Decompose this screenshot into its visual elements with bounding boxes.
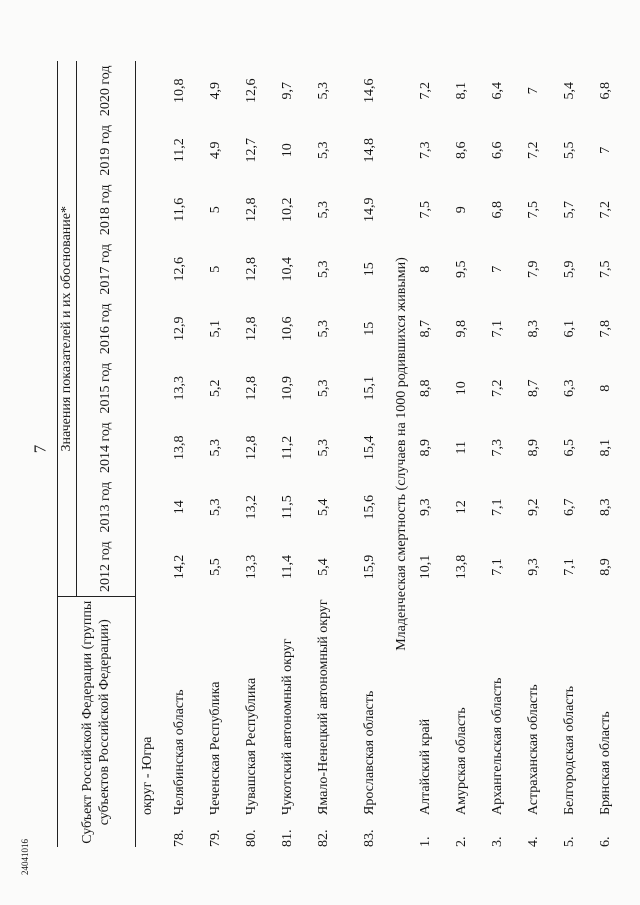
section-title: Младенческая смертность (случаев на 1000 родившихся живыми) [394,257,409,651]
value-cell: 11 [454,440,469,455]
value-cell: 9,8 [454,320,469,338]
value-cell: 15,1 [362,375,377,401]
value-cell: 10 [280,143,295,158]
value-cell: 13,8 [172,435,187,460]
value-cell: 8,7 [526,379,541,397]
value-cell: 9,3 [418,498,433,516]
value-cell: 11,4 [280,554,295,579]
value-cell: 7,8 [598,320,613,338]
value-cell: 9 [454,206,469,214]
value-cell: 10,6 [280,316,295,341]
year-header: 2018 год [77,180,136,239]
year-header: 2012 год [77,537,136,597]
value-cell: 5 [208,265,223,273]
table-row [448,61,484,847]
value-cell: 5,9 [562,260,577,279]
value-cell: 5,4 [562,82,577,100]
value-cell: 15,6 [362,494,377,520]
value-cell: 13,2 [244,494,259,520]
table-row [238,61,274,847]
subject-name: Чеченская Республика [208,681,223,815]
value-cell: 5,3 [316,82,331,100]
year-header: 2017 год [77,240,136,299]
value-cell: 5,4 [316,498,331,516]
value-cell: 5 [208,206,223,214]
value-cell: 11,5 [280,495,295,520]
row-number: 4. [526,836,541,847]
row-number: 82. [316,829,331,847]
value-cell: 7,2 [526,141,541,160]
value-cell: 9,7 [280,82,295,100]
value-cell: 5,3 [208,438,223,457]
value-cell: 12 [454,500,469,515]
value-cell: 9,5 [454,260,469,279]
subject-column-header: Субъект Российской Федерации (группы субъектов Российской Федерации) [58,597,136,847]
value-cell: 14,8 [362,138,377,163]
value-cell: 4,9 [208,82,223,100]
value-cell: 15,4 [362,435,377,460]
value-cell: 5,4 [316,558,331,576]
value-cell: 6,1 [562,320,577,338]
table-row [592,61,628,847]
value-cell: 8,3 [526,320,541,338]
value-cell: 7,1 [490,558,505,576]
value-cell: 6,8 [598,82,613,100]
value-cell: 10,4 [280,257,295,282]
subject-name: Чувашская Республика [244,677,259,815]
value-cell: 11,6 [172,197,187,222]
table-row [412,61,448,847]
subject-name: Архангельская область [490,677,505,815]
value-cell: 7 [490,265,505,273]
value-cell: 15 [362,321,377,336]
value-cell: 7,1 [490,498,505,516]
value-cell: 7,5 [418,201,433,219]
value-cell: 6,4 [490,82,505,100]
value-cell: 12,9 [172,316,187,341]
year-header: 2014 год [77,418,136,477]
value-cell: 13,3 [244,554,259,580]
value-cell: 7,1 [562,558,577,576]
page-number: 7 [30,444,50,454]
value-cell: 8,9 [598,558,613,576]
value-cell: 12,8 [244,316,259,341]
value-cell: 12,6 [172,257,187,282]
value-cell: 7,1 [490,320,505,338]
table-row [484,61,520,847]
value-cell: 8,9 [418,438,433,457]
value-cell: 7,2 [490,379,505,397]
value-cell: 10,9 [280,375,295,401]
row-number: 79. [208,829,223,847]
value-cell: 14,2 [172,554,187,580]
value-cell: 7,2 [418,82,433,100]
value-cell: 12,8 [244,257,259,282]
value-cell: 5,5 [208,558,223,576]
row-number: 80. [244,829,259,847]
value-cell: 14 [172,500,187,515]
value-cell: 4,9 [208,141,223,160]
values-header: Значения показателей и их обоснование* [58,61,77,597]
value-cell: 7,9 [526,260,541,279]
value-cell: 15 [362,262,377,277]
value-cell: 10 [454,381,469,396]
value-cell: 5,3 [208,498,223,516]
value-cell: 6,6 [490,141,505,160]
year-header: 2020 год [77,61,136,121]
value-cell: 14,9 [362,197,377,223]
value-cell: 13,8 [454,554,469,580]
value-cell: 8,6 [454,141,469,160]
value-cell: 11,2 [280,435,295,460]
value-cell: 5,2 [208,379,223,397]
subject-name: Чукотский автономный округ [280,638,295,815]
row-number [136,815,167,847]
value-cell: 8,3 [598,498,613,516]
value-cell: 5,3 [316,201,331,219]
value-cell: 8,8 [418,379,433,397]
year-header: 2016 год [77,299,136,358]
value-cell: 14,6 [362,78,377,104]
row-number: 1. [418,836,433,847]
subject-name: Астраханская область [526,684,541,815]
value-cell: 15,9 [362,554,377,580]
row-number: 78. [172,829,187,847]
year-header: 2019 год [77,121,136,180]
subject-name: Челябинская область [172,689,187,815]
row-number: 5. [562,836,577,847]
value-cell: 8,1 [454,82,469,100]
indicator-table [57,61,628,847]
value-cell: 6,8 [490,201,505,219]
value-cell: 7,3 [490,438,505,457]
value-cell: 12,8 [244,375,259,401]
row-number: 81. [280,829,295,847]
value-cell: 5,5 [562,141,577,160]
value-cell: 7,5 [598,260,613,279]
row-number: 83. [362,829,377,847]
value-cell: 13,3 [172,375,187,401]
table-row [310,61,356,847]
continuation-row [136,61,167,847]
table-row [520,61,556,847]
value-cell: 6,7 [562,498,577,516]
value-cell: 9,3 [526,558,541,576]
document-id: 24041016 [20,839,30,875]
value-cell: 7 [526,87,541,95]
value-cell: 5,3 [316,379,331,397]
value-cell: 5,3 [316,141,331,160]
table-row [556,61,592,847]
value-cell: 11,2 [172,138,187,163]
subject-name: Ямало-Ненецкий автономный округ [316,599,331,815]
value-cell: 8,1 [598,438,613,457]
value-cell: 12,8 [244,435,259,460]
table-row [274,61,310,847]
value-cell: 10,8 [172,78,187,104]
value-cell: 10,1 [418,554,433,580]
indicator-table-rotated [57,61,613,847]
table-row [166,61,202,847]
value-cell: 12,6 [244,78,259,104]
value-cell: 8,9 [526,438,541,457]
table-row [202,61,238,847]
value-cell: 9,2 [526,498,541,516]
value-cell: 6,5 [562,438,577,457]
value-cell: 5,3 [316,438,331,457]
section-row [392,61,412,847]
value-cell: 7,5 [526,201,541,219]
value-cell: 7,2 [598,201,613,219]
subject-name: Брянская область [598,711,613,815]
continuation-text: округ - Югра [140,736,155,815]
value-cell: 8 [418,265,433,273]
value-cell: 7 [598,146,613,154]
value-cell: 12,8 [244,197,259,223]
value-cell: 5,3 [316,320,331,338]
value-cell: 5,1 [208,320,223,338]
value-cell: 8,7 [418,320,433,338]
table-row [356,61,392,847]
subject-name: Амурская область [454,707,469,815]
subject-name: Алтайский край [418,718,433,815]
row-number: 2. [454,836,469,847]
subject-name: Ярославская область [362,690,377,815]
value-cell: 12,7 [244,138,259,163]
table-body [136,61,629,847]
value-cell: 5,7 [562,201,577,219]
year-header: 2013 год [77,477,136,536]
year-header: 2015 год [77,358,136,417]
value-cell: 6,3 [562,379,577,397]
value-cell: 8 [598,384,613,392]
value-cell: 7,3 [418,141,433,160]
row-number: 3. [490,836,505,847]
row-number: 6. [598,836,613,847]
value-cell: 10,2 [280,197,295,223]
value-cell: 5,3 [316,260,331,279]
subject-name: Белгородская область [562,685,577,815]
